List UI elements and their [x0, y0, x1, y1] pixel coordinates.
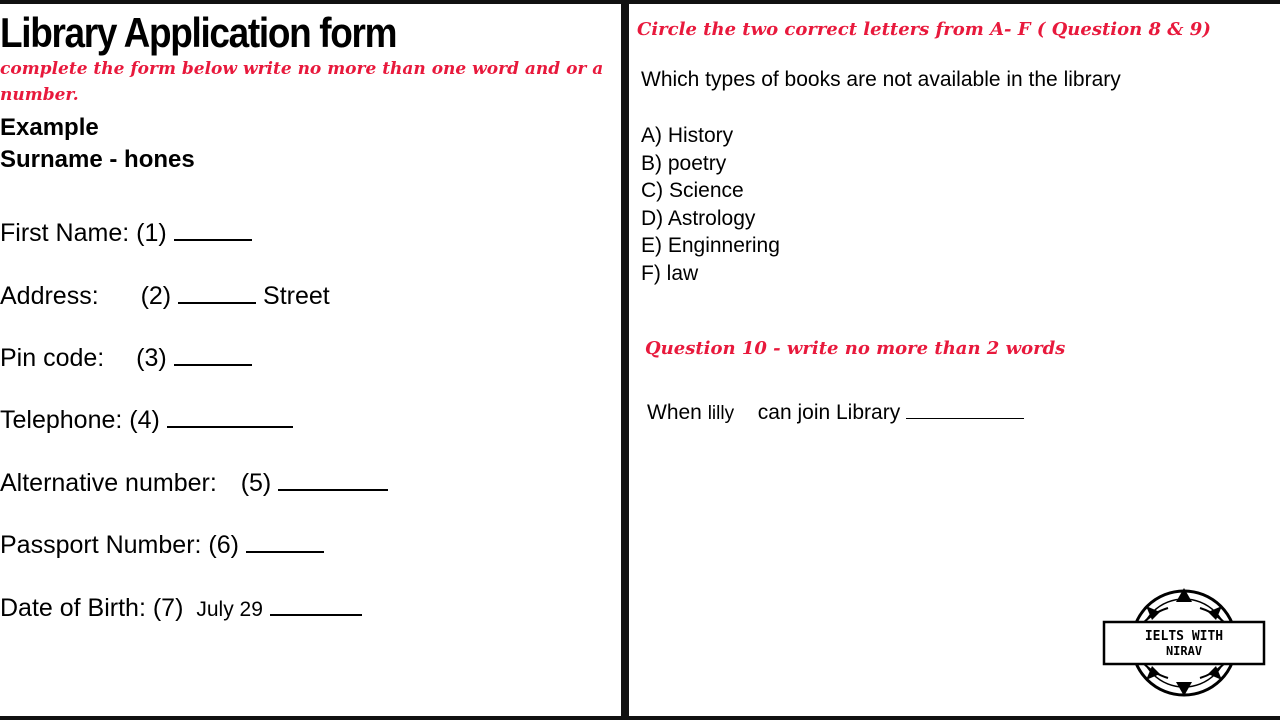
answer-blank[interactable]: [167, 404, 293, 428]
answer-blank[interactable]: [246, 529, 324, 553]
question-10-heading: Question 10 - write no more than 2 words: [645, 338, 1066, 359]
question-prompt: Which types of books are not available in the library: [641, 68, 1121, 91]
option-d[interactable]: D) Astrology: [641, 206, 756, 230]
form-row-date-of-birth: [0, 592, 362, 625]
form-row-address: [0, 280, 330, 311]
q10-name: lilly: [707, 403, 735, 424]
field-label: Pin code:: [0, 344, 105, 372]
field-label: Date of Birth:: [0, 594, 146, 622]
logo-emblem-icon: [1102, 586, 1266, 698]
field-label: First Name:: [0, 219, 130, 247]
form-row-pin-code: [0, 342, 252, 373]
question-number: (4): [129, 406, 160, 434]
application-form-panel: [0, 4, 621, 716]
example-value: Surname - hones: [0, 146, 195, 173]
answer-blank[interactable]: [278, 467, 388, 491]
question-number: (1): [136, 219, 167, 247]
field-label: Passport Number:: [0, 531, 202, 559]
field-label: Alternative number:: [0, 469, 217, 497]
field-label: Address:: [0, 282, 99, 310]
logo-line-2: NIRAV: [1165, 644, 1203, 658]
question-number: (6): [208, 531, 239, 559]
question-8-9-heading: Circle the two correct letters from A- F ( Question 8 & 9): [637, 19, 1211, 40]
field-label: Telephone:: [0, 406, 123, 434]
form-row-first-name: [0, 217, 252, 248]
q10-text-end: can join Library: [757, 401, 901, 424]
question-number: (7): [152, 594, 184, 622]
option-f[interactable]: F) law: [641, 261, 699, 285]
option-c[interactable]: C) Science: [641, 179, 744, 203]
field-prefix: July 29: [196, 598, 263, 621]
question-number: (3): [136, 344, 167, 372]
form-row-telephone: [0, 404, 293, 435]
form-instruction: complete the form below write no more than one word and or a number.: [0, 59, 604, 105]
answer-blank[interactable]: [906, 396, 1024, 419]
answer-blank[interactable]: [174, 342, 252, 366]
ielts-with-nirav-logo: [1102, 586, 1266, 698]
answer-blank[interactable]: [270, 592, 362, 616]
answer-blank[interactable]: [174, 217, 252, 241]
question-number: (2): [140, 282, 172, 310]
form-row-alternative-number: [0, 467, 388, 498]
example-label: Example: [0, 114, 99, 141]
options-list: [641, 122, 780, 288]
field-suffix: Street: [263, 282, 330, 310]
option-b[interactable]: B) poetry: [641, 151, 727, 175]
question-number: (5): [240, 469, 272, 497]
answer-blank[interactable]: [178, 280, 256, 304]
question-10-sentence: [647, 396, 1024, 429]
logo-line-1: IELTS WITH: [1144, 629, 1224, 644]
option-e[interactable]: E) Enginnering: [641, 234, 780, 258]
form-title: Library Application form: [0, 9, 397, 56]
q10-text-start: When: [647, 401, 702, 424]
option-a[interactable]: A) History: [641, 124, 734, 147]
form-row-passport-number: [0, 529, 324, 560]
